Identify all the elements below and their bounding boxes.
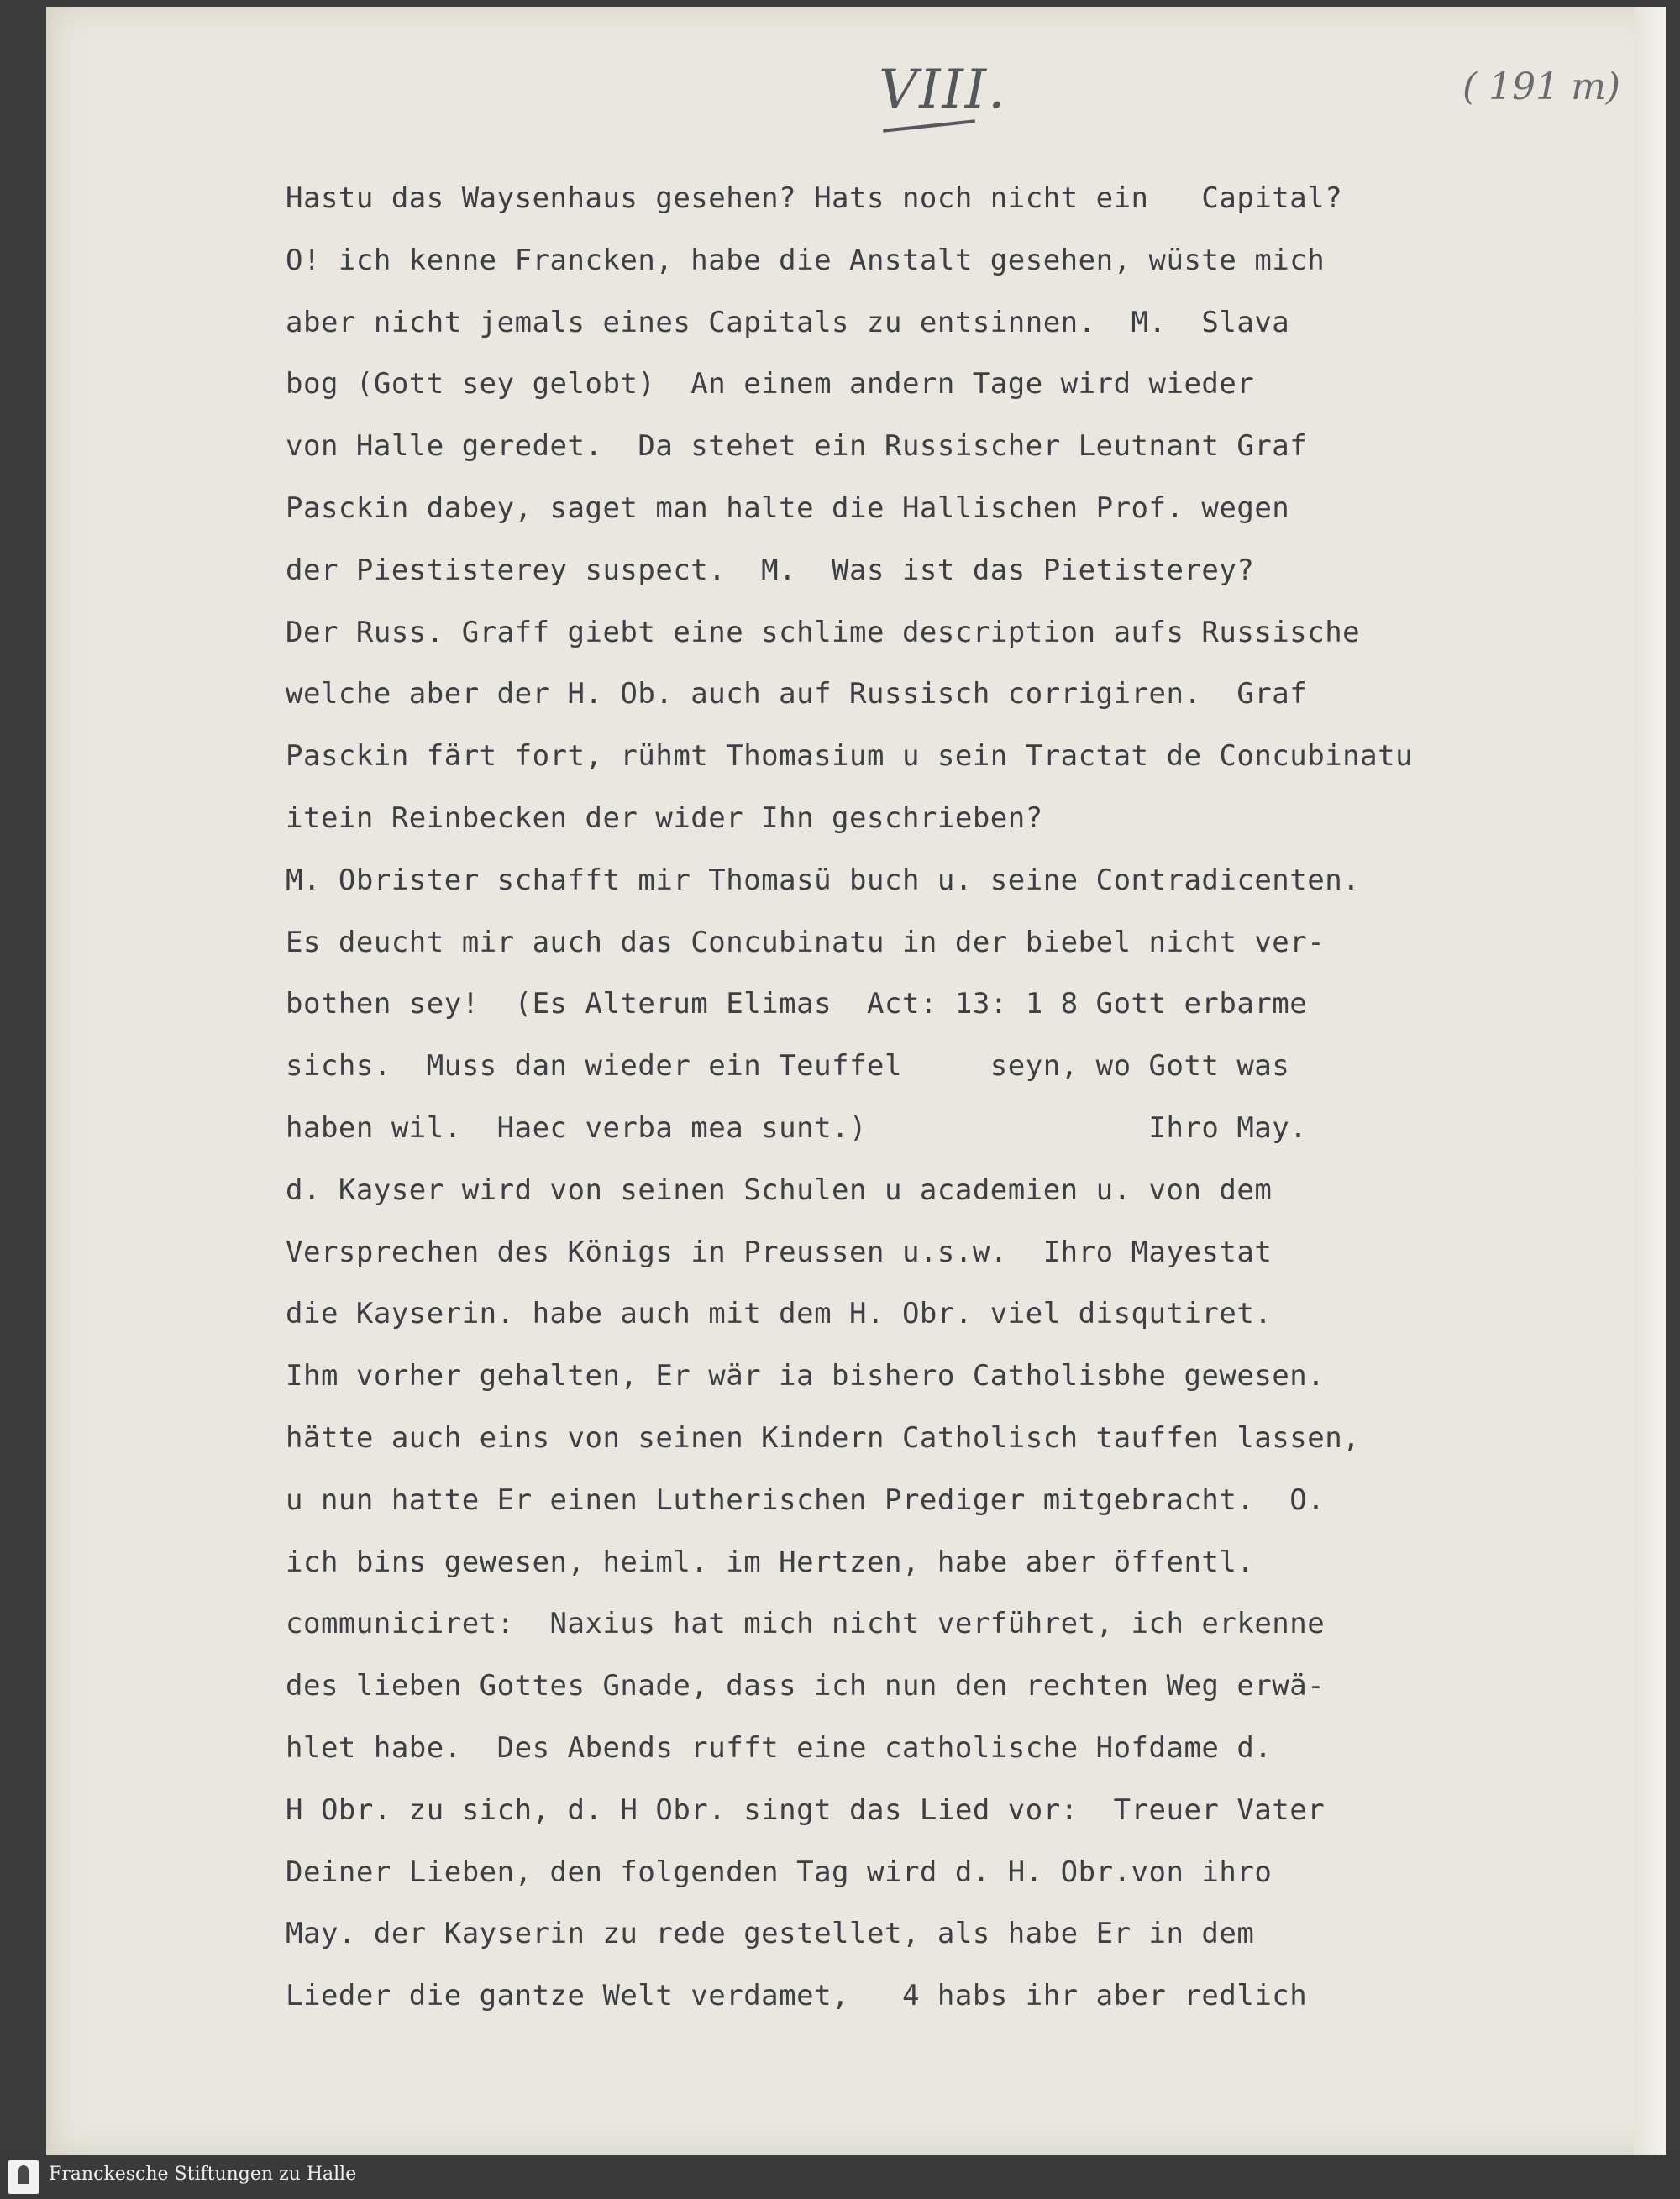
- text-line: die Kayserin. habe auch mit dem H. Obr. viel disqutiret.: [286, 1297, 1273, 1331]
- text-line: Pasckin färt fort, rühmt Thomasium u sein Tractat de Concubinatu: [286, 739, 1414, 774]
- archive-name: Franckesche Stiftungen zu Halle: [49, 2164, 357, 2185]
- archive-reference: ( 191 m): [1462, 66, 1621, 108]
- text-line: H Obr. zu sich, d. H Obr. singt das Lied vor: Treuer Vater: [286, 1792, 1326, 1827]
- archive-logo-mark: [18, 2165, 29, 2184]
- footer-bar: [0, 2155, 1680, 2199]
- archive-logo-icon: [8, 2160, 39, 2194]
- text-line: M. Obrister schafft mir Thomasü buch u. seine Contradicenten.: [286, 863, 1361, 897]
- text-line: Ihm vorher gehalten, Er wär ia bishero Catholisbhe gewesen.: [286, 1359, 1326, 1393]
- page-number-roman: VIII.: [879, 59, 1007, 121]
- text-line: Deiner Lieben, den folgenden Tag wird d. H. Obr.von ihro: [286, 1855, 1273, 1889]
- text-line: bothen sey! (Es Alterum Elimas Act: 13: 1 8 Gott erbarme: [286, 987, 1308, 1021]
- text-line: haben wil. Haec verba mea sunt.) Ihro May.: [286, 1110, 1308, 1145]
- text-line: der Piestisterey suspect. M. Was ist das Pietisterey?: [286, 553, 1255, 587]
- text-line: O! ich kenne Francken, habe die Anstalt gesehen, wüste mich: [286, 243, 1326, 277]
- text-line: Pasckin dabey, saget man halte die Hallischen Prof. wegen: [286, 491, 1290, 525]
- text-line: bog (Gott sey gelobt) An einem andern Tage wird wieder: [286, 367, 1255, 401]
- text-line: communiciret: Naxius hat mich nicht verführet, ich erkenne: [286, 1607, 1326, 1641]
- text-line: sichs. Muss dan wieder ein Teuffel seyn, wo Gott was: [286, 1049, 1290, 1084]
- paper-edge: [1634, 7, 1666, 2155]
- typed-text-block: [286, 173, 1596, 2033]
- text-line: aber nicht jemals eines Capitals zu entsinnen. M. Slava: [286, 305, 1290, 339]
- text-line: Versprechen des Königs in Preussen u.s.w. Ihro Mayestat: [286, 1235, 1273, 1269]
- text-line: ich bins gewesen, heiml. im Hertzen, habe aber öffentl.: [286, 1545, 1255, 1579]
- text-line: welche aber der H. Ob. auch auf Russisch corrigiren. Graf: [286, 677, 1308, 711]
- text-line: hätte auch eins von seinen Kindern Catholisch tauffen lassen,: [286, 1420, 1361, 1455]
- text-line: itein Reinbecken der wider Ihn geschrieben?: [286, 800, 1043, 835]
- text-line: May. der Kayserin zu rede gestellet, als habe Er in dem: [286, 1917, 1255, 1951]
- text-line: des lieben Gottes Gnade, dass ich nun den rechten Weg erwä-: [286, 1669, 1326, 1703]
- text-line: d. Kayser wird von seinen Schulen u academien u. von dem: [286, 1173, 1273, 1207]
- text-line: von Halle geredet. Da stehet ein Russischer Leutnant Graf: [286, 429, 1308, 464]
- text-line: Es deucht mir auch das Concubinatu in der biebel nicht ver-: [286, 925, 1326, 959]
- text-line: u nun hatte Er einen Lutherischen Prediger mitgebracht. O.: [286, 1483, 1326, 1517]
- text-line: hlet habe. Des Abends rufft eine catholische Hofdame d.: [286, 1730, 1273, 1765]
- text-line: Lieder die gantze Welt verdamet, 4 habs ihr aber redlich: [286, 1979, 1308, 2013]
- page-number-underline: [883, 119, 975, 132]
- text-line: Der Russ. Graff giebt eine schlime description aufs Russische: [286, 615, 1361, 649]
- text-line: Hastu das Waysenhaus gesehen? Hats noch nicht ein Capital?: [286, 181, 1343, 215]
